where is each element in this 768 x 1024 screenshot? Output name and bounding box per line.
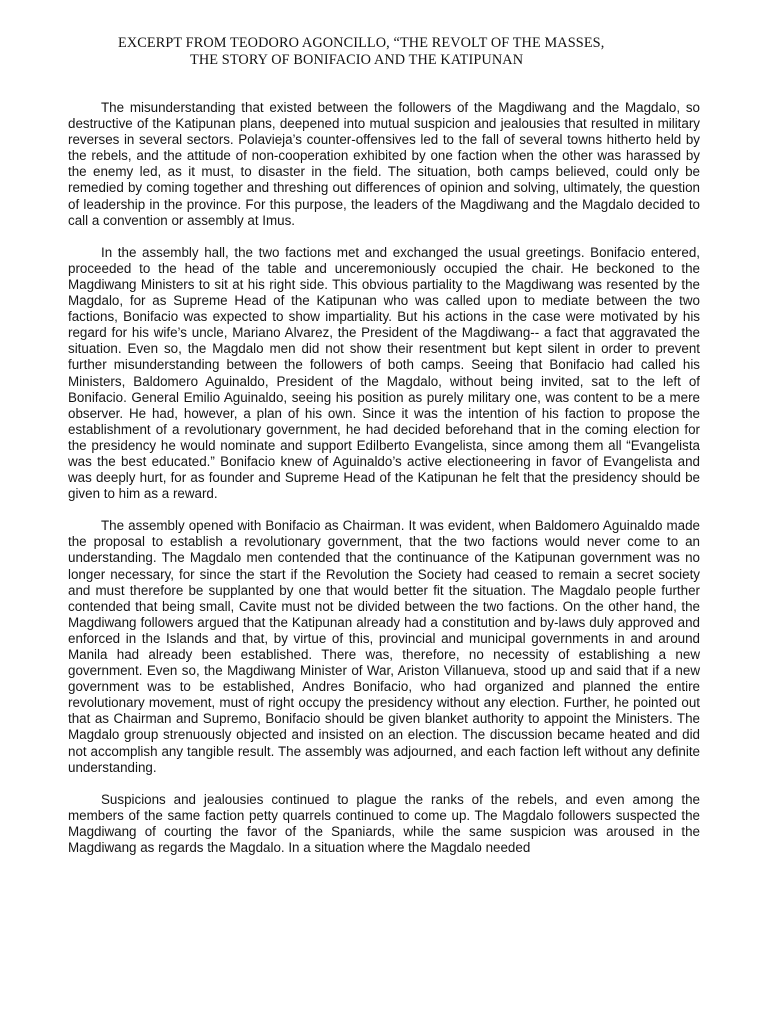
paragraph-1: The misunderstanding that existed between the followers of the Magdiwang and the Magdalo, so destructive of the Katipunan plans, deepened into mutual suspicion and jealousies that resulted in military reverses in several sectors. Polavieja’s counter-offensives led to the fall of several towns hitherto held by the rebels, and the attitude of non-cooperation exhibited by one faction when the other was harassed by the enemy led, as it must, to disaster in the field. The situation, both camps believed, could only be remedied by coming together and threshing out differences of opinion and solving, ultimately, the question of leadership in the province. For this purpose, the leaders of the Magdiwang and the Magdalo decided to call a convention or assembly at Imus.: [68, 100, 700, 228]
paragraph-2: In the assembly hall, the two factions met and exchanged the usual greetings. Bonifacio entered, proceeded to the head of the table and unceremoniously occupied the chair. He beckoned to the Magdiwang Ministers to sit at his right side. This obvious partiality to the Magdiwang was resented by the Magdalo, for as Supreme Head of the Katipunan who was called upon to mediate between the two factions, Bonifacio was expected to show impartiality. But his actions in the case were motivated by his regard for his wife’s uncle, Mariano Alvarez, the President of the Magdiwang-- a fact that aggravated the situation. Even so, the Magdalo men did not show their resentment but kept silent in order to prevent further misunderstanding between the followers of both camps. Seeing that Bonifacio had called his Ministers, Baldomero Aguinaldo, President of the Magdalo, without being invited, sat to the left of Bonifacio. General Emilio Aguinaldo, seeing his position as purely military one, was content to be a mere observer. He had, however, a plan of his own. Since it was the intention of his faction to propose the establishment of a revolutionary government, he had decided beforehand that in the coming election for the presidency he would nominate and support Edilberto Evangelista, since among them all “Evangelista was the best educated.” Bonifacio knew of Aguinaldo’s active electioneering in favor of Evangelista and was deeply hurt, for as founder and Supreme Head of the Katipunan he felt that the presidency should be given to him as a reward.: [68, 244, 700, 502]
title-line-1: EXCERPT FROM TEODORO AGONCILLO, “THE REVOLT OF THE MASSES,: [118, 35, 605, 51]
document-title: [0, 35, 768, 69]
document-body: [68, 100, 700, 872]
paragraph-3: The assembly opened with Bonifacio as Chairman. It was evident, when Baldomero Aguinaldo made the proposal to establish a revolutionary government, that the two factions would never come to an understanding. The Magdalo men contended that the continuance of the Katipunan government was no longer necessary, for since the start if the Revolution the Society had ceased to remain a secret society and must therefore be supplanted by one that would better fit the situation. The Magdalo people further contended that being small, Cavite must not be divided between the two factions. On the other hand, the Magdiwang followers argued that the Katipunan already had a constitution and by-laws duly approved and enforced in the Islands and that, by virtue of this, provincial and municipal governments in and around Manila had already been established. There was, therefore, no necessity of establishing a new government. Even so, the Magdiwang Minister of War, Ariston Villanueva, stood up and said that if a new government was to be established, Andres Bonifacio, who had organized and planned the entire revolutionary movement, must of right occupy the presidency without any election. Further, he pointed out that as Chairman and Supremo, Bonifacio should be given blanket authority to appoint the Ministers. The Magdalo group strenuously objected and insisted on an election. The discussion became heated and did not accomplish any tangible result. The assembly was adjourned, and each faction left without any definite understanding.: [68, 518, 700, 775]
title-line-2: THE STORY OF BONIFACIO AND THE KATIPUNAN: [190, 52, 524, 68]
paragraph-4: Suspicions and jealousies continued to plague the ranks of the rebels, and even among the members of the same faction petty quarrels continued to come up. The Magdalo followers suspected the Magdiwang of courting the favor of the Spaniards, while the same suspicion was aroused in the Magdiwang as regards the Magdalo. In a situation where the Magdalo needed: [68, 791, 700, 856]
